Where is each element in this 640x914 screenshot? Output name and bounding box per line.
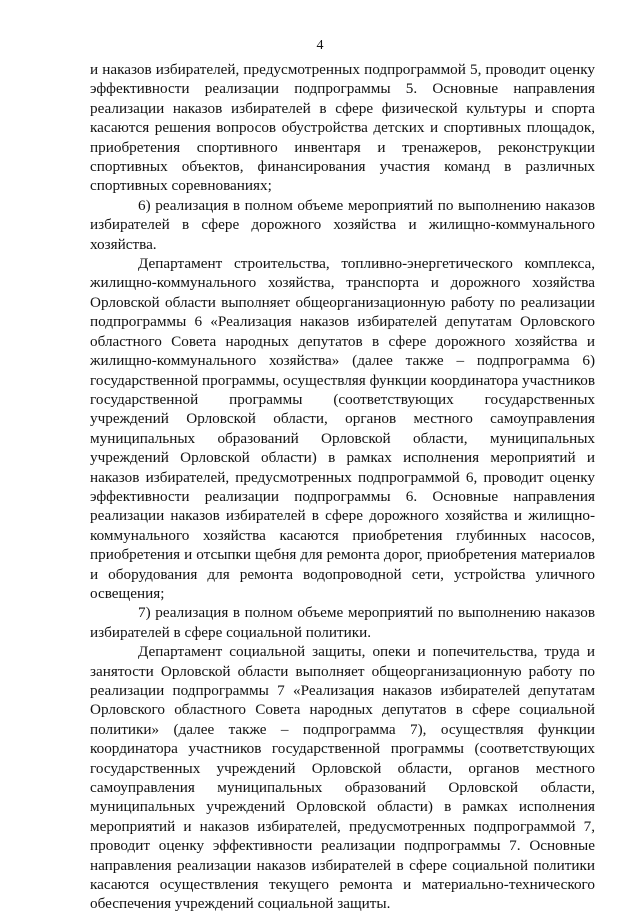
paragraph-continuation: и наказов избирателей, предусмотренных подпрограммой 5, проводит оценку эффективности реализации подпрограммы 5. Основные направления реализации наказов избирателей в сфере физической культуры и спорта касаются решения вопросов обустройства детских и спортивных площадок, приобретения спортивного инвентаря и тренажеров, реконструкции спортивных объектов, финансирования участия команд в различных спортивных соревнованиях; [90,61,595,195]
paragraph-department-construction: Департамент строительства, топливно-энергетического комплекса, жилищно-коммунального хозяйства, транспорта и дорожного хозяйства Орловской области выполняет общеорганизационную работу по реализации подпрограммы 6 «Реализация наказов избирателей депутатам Орловского областного Совета народных депутатов в сфере дорожного хозяйства и жилищно-коммунального хозяйства» (далее также – подпрограмма 6) государственной программы, осуществляя функции координатора участников государственной программы (соответствующих государственных учреждений Орловской области, органов местного самоуправления муниципальных образований Орловской области, муниципальных учреждений Орловской области) в рамках исполнения мероприятий и наказов избирателей, предусмотренных подпрограммой 6, проводит оценку эффективности реализации подпрограммы 6. Основные направления реализации наказов избирателей в сфере дорожного хозяйства и жилищно-коммунального хозяйства касаются приобретения глубинных насосов, приобретения и отсыпки щебня для ремонта дорог, приобретения материалов и оборудования для ремонта водопроводной сети, устройства уличного освещения; [90,255,595,602]
paragraph-item-6: 6) реализация в полном объеме мероприятий по выполнению наказов избирателей в сфере дорожного хозяйства и жилищно-коммунального хозяйства. [90,196,595,253]
page-number: 4 [316,38,324,53]
document-body [90,60,595,914]
paragraph-department-social: Департамент социальной защиты, опеки и попечительства, труда и занятости Орловской области выполняет общеорганизационную работу по реализации подпрограммы 7 «Реализация наказов избирателей депутатам Орловского областного Совета народных депутатов в сфере социальной политики» (далее также – подпрограмма 7), осуществляя функции координатора участников государственной программы (соответствующих государственных учреждений Орловской области, органов местного самоуправления муниципальных образований Орловской области, муниципальных учреждений Орловской области) в рамках исполнения мероприятий и наказов избирателей, предусмотренных подпрограммой 7, проводит оценку эффективности реализации подпрограммы 7. Основные направления реализации наказов избирателей в сфере социальной политики касаются осуществления текущего ремонта и материально-технического обеспечения учреждений социальной защиты. [90,643,595,913]
paragraph-item-7: 7) реализация в полном объеме мероприятий по выполнению наказов избирателей в сфере социальной политики. [90,604,595,641]
